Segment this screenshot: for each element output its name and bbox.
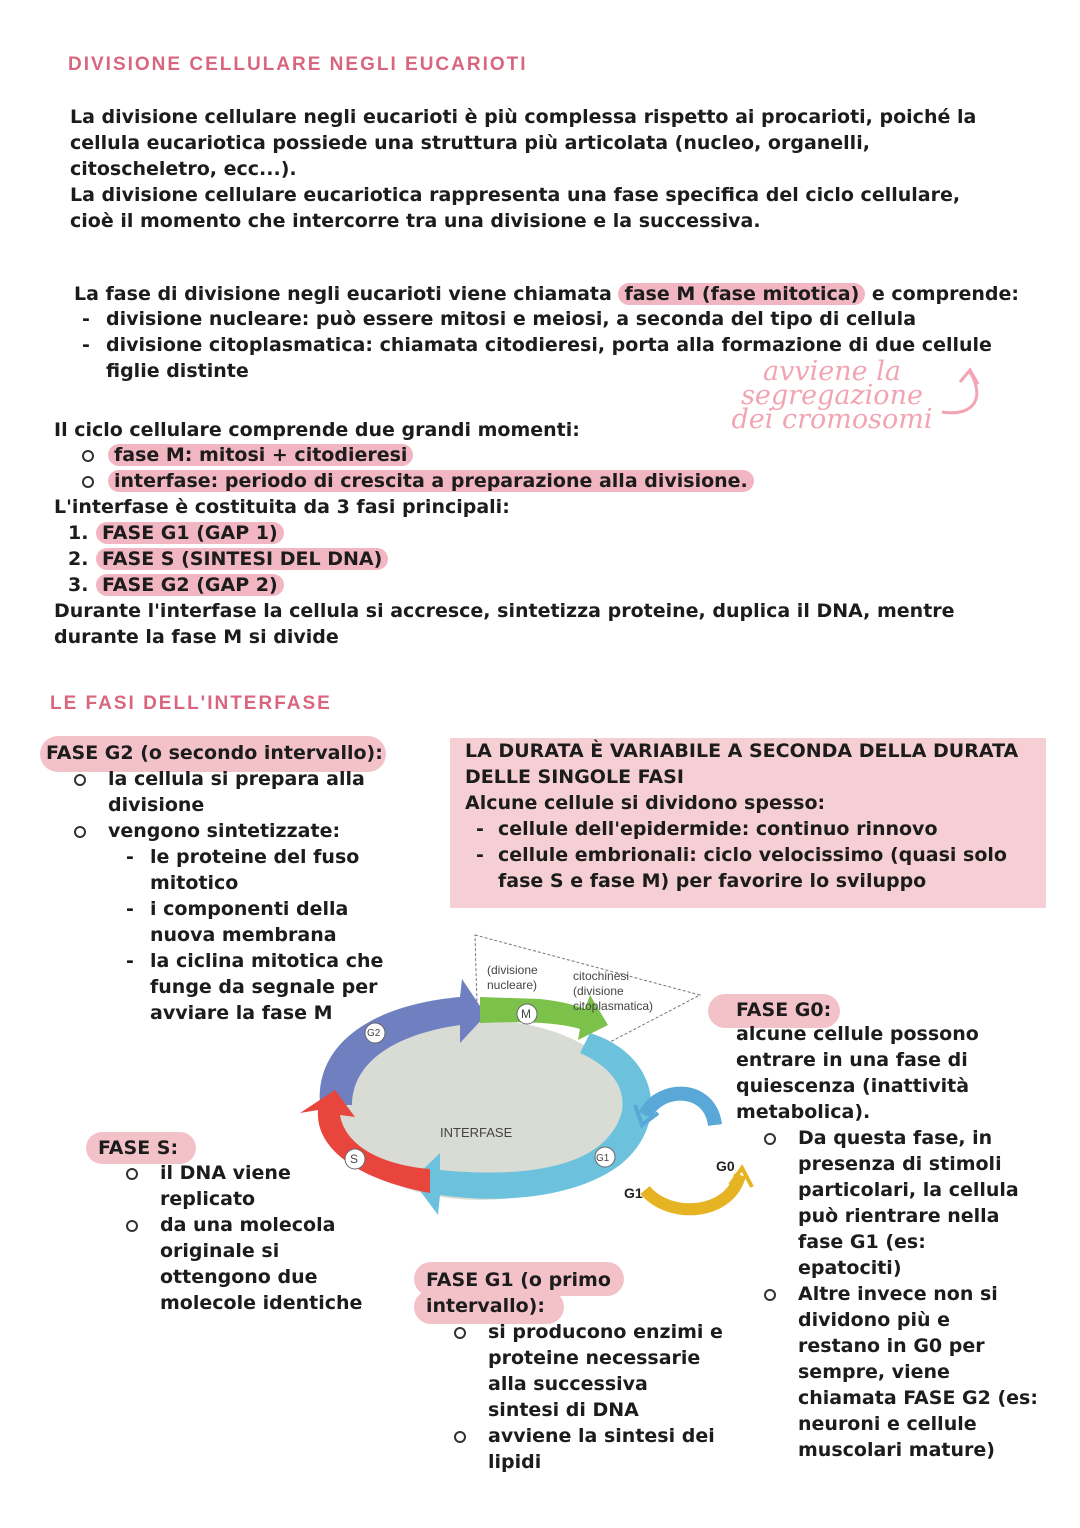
- text-line: avviene la: [763, 356, 901, 387]
- text-line: La divisione cellulare eucariotica rappresenta una fase specifica del ciclo cellulare,: [70, 184, 961, 206]
- text-line: citoscheletro, ecc...).: [70, 158, 297, 180]
- dash-bullet: -: [476, 844, 484, 866]
- text-line: sempre, viene: [798, 1361, 950, 1383]
- section-title-1: DIVISIONE CELLULARE NEGLI EUCARIOTI: [68, 54, 528, 75]
- text-line: può rientrare nella: [798, 1205, 1000, 1227]
- circle-bullet-icon: [74, 826, 86, 838]
- text-line: i componenti della: [150, 898, 349, 920]
- text-line: avviene la sintesi dei: [488, 1425, 715, 1447]
- dash-bullet: -: [126, 898, 134, 920]
- text-line: divisione: [108, 794, 205, 816]
- label-m: M: [521, 1007, 531, 1021]
- text-line: dividono più e: [798, 1309, 950, 1331]
- text-line: cellule dell'epidermide: continuo rinnovo: [498, 818, 938, 840]
- g1-heading: FASE G1 (o primo: [426, 1269, 611, 1291]
- circle-bullet-icon: [74, 774, 86, 786]
- text-line: le proteine del fuso: [150, 846, 360, 868]
- s-heading: FASE S:: [98, 1137, 179, 1159]
- dash-bullet: -: [476, 818, 484, 840]
- circle-bullet-icon: [82, 476, 94, 488]
- list-item: divisione citoplasmatica: chiamata citodieresi, porta alla formazione di due cellule: [106, 334, 992, 356]
- text-line: dei cromosomi: [731, 404, 933, 435]
- text-line: alla successiva: [488, 1373, 648, 1395]
- dash-bullet: -: [126, 846, 134, 868]
- text-line: LA DURATA È VARIABILE A SECONDA DELLA DURATA: [465, 740, 1019, 762]
- text-line: restano in G0 per: [798, 1335, 985, 1357]
- list-item: fase M: mitosi + citodieresi: [108, 442, 413, 468]
- circle-bullet-icon: [454, 1431, 466, 1443]
- text-line: la cellula si prepara alla: [108, 768, 365, 790]
- text-line: DELLE SINGOLE FASI: [465, 766, 684, 788]
- curved-arrow-icon: [930, 362, 990, 422]
- dash-bullet: -: [82, 308, 90, 330]
- text-line: proteine necessarie: [488, 1347, 701, 1369]
- text-line: lipidi: [488, 1451, 542, 1473]
- text-line: fase S e fase M) per favorire lo sviluppo: [498, 870, 927, 892]
- label-g2: G2: [367, 1028, 381, 1039]
- label-g1-loop: G1: [624, 1185, 643, 1201]
- label-s: S: [350, 1152, 359, 1166]
- section-title-2: LE FASI DELL'INTERFASE: [50, 693, 332, 714]
- highlight-fase-m: fase M (fase mitotica): [618, 283, 865, 305]
- label-g1: G1: [596, 1153, 610, 1164]
- handwritten-note: [712, 356, 952, 435]
- text-line: metabolica).: [736, 1101, 871, 1123]
- text: La fase di divisione negli eucarioti viene chiamata: [74, 283, 612, 305]
- g0-arrow-yellow: [645, 1175, 740, 1209]
- text-line: da una molecola: [160, 1214, 336, 1236]
- text-line: ottengono due: [160, 1266, 318, 1288]
- text-line: alcune cellule possono: [736, 1023, 979, 1045]
- text-line: epatociti): [798, 1257, 902, 1279]
- list-item: FASE S (SINTESI DEL DNA): [96, 546, 388, 572]
- text-line: fase G1 (es:: [798, 1231, 926, 1253]
- text-line: nuova membrana: [150, 924, 337, 946]
- text-line: presenza di stimoli: [798, 1153, 1002, 1175]
- text-line: chiamata FASE G2 (es:: [798, 1387, 1038, 1409]
- interfase-intro: L'interfase è costituita da 3 fasi principali:: [54, 496, 510, 518]
- g0-arrow-blue: [645, 1094, 715, 1125]
- text-line: cellula eucariotica possiede una struttura più articolata (nucleo, organelli,: [70, 132, 870, 154]
- text-line: funge da segnale per: [150, 976, 378, 998]
- text-line: segregazione: [741, 380, 923, 411]
- g0-heading: FASE G0:: [736, 999, 832, 1021]
- text-line: replicato: [160, 1188, 256, 1210]
- text-line: vengono sintetizzate:: [108, 820, 341, 842]
- text-line: durante la fase M si divide: [54, 626, 339, 648]
- g2-heading: FASE G2 (o secondo intervallo):: [46, 742, 383, 764]
- text-line: Durante l'interfase la cellula si accresce, sintetizza proteine, duplica il DNA, mentre: [54, 600, 955, 622]
- text-line: particolari, la cellula: [798, 1179, 1019, 1201]
- text-line: cellule embrionali: ciclo velocissimo (quasi solo: [498, 844, 1007, 866]
- text-line: La divisione cellulare negli eucarioti è più complessa rispetto ai procarioti, poiché la: [70, 106, 977, 128]
- text-line: mitotico: [150, 872, 239, 894]
- text-line: il DNA viene: [160, 1162, 291, 1184]
- list-item: figlie distinte: [106, 360, 249, 382]
- label-interfase: INTERFASE: [440, 1125, 513, 1140]
- text-line: avviare la fase M: [150, 1002, 333, 1024]
- circle-bullet-icon: [126, 1168, 138, 1180]
- text-line: entrare in una fase di: [736, 1049, 968, 1071]
- label-cyto: citochinesi (divisione citoplasmatica): [573, 969, 654, 1013]
- text-line: muscolari mature): [798, 1439, 995, 1461]
- circle-bullet-icon: [82, 450, 94, 462]
- text-line: Altre invece non si: [798, 1283, 998, 1305]
- list-number: 3.: [68, 574, 89, 596]
- list-number: 1.: [68, 522, 89, 544]
- cycle-intro: Il ciclo cellulare comprende due grandi momenti:: [54, 419, 580, 441]
- text-line: quiescenza (inattività: [736, 1075, 970, 1097]
- text-line: la ciclina mitotica che: [150, 950, 384, 972]
- circle-bullet-icon: [126, 1220, 138, 1232]
- list-number: 2.: [68, 548, 89, 570]
- text-line: Da questa fase, in: [798, 1127, 993, 1149]
- dash-bullet: -: [82, 334, 90, 356]
- list-item: divisione nucleare: può essere mitosi e meiosi, a seconda del tipo di cellula: [106, 308, 917, 330]
- list-item: FASE G2 (GAP 2): [96, 572, 284, 598]
- text-line: sintesi di DNA: [488, 1399, 639, 1421]
- text-line: molecole identiche: [160, 1292, 363, 1314]
- list-item: interfase: periodo di crescita a preparazione alla divisione.: [108, 468, 754, 494]
- text-line: Alcune cellule si dividono spesso:: [465, 792, 826, 814]
- g1-heading: intervallo):: [426, 1295, 545, 1317]
- text-line: originale si: [160, 1240, 280, 1262]
- phase-m-sentence: [74, 281, 1019, 307]
- text-line: cioè il momento che intercorre tra una divisione e la successiva.: [70, 210, 761, 232]
- label-g0: G0: [716, 1158, 735, 1174]
- text: e comprende:: [871, 283, 1019, 305]
- circle-bullet-icon: [454, 1327, 466, 1339]
- dash-bullet: -: [126, 950, 134, 972]
- label-nuclear: (divisione nucleare): [487, 963, 538, 992]
- text-line: si producono enzimi e: [488, 1321, 723, 1343]
- list-item: FASE G1 (GAP 1): [96, 520, 284, 546]
- circle-bullet-icon: [764, 1133, 776, 1145]
- text-line: neuroni e cellule: [798, 1413, 977, 1435]
- circle-bullet-icon: [764, 1289, 776, 1301]
